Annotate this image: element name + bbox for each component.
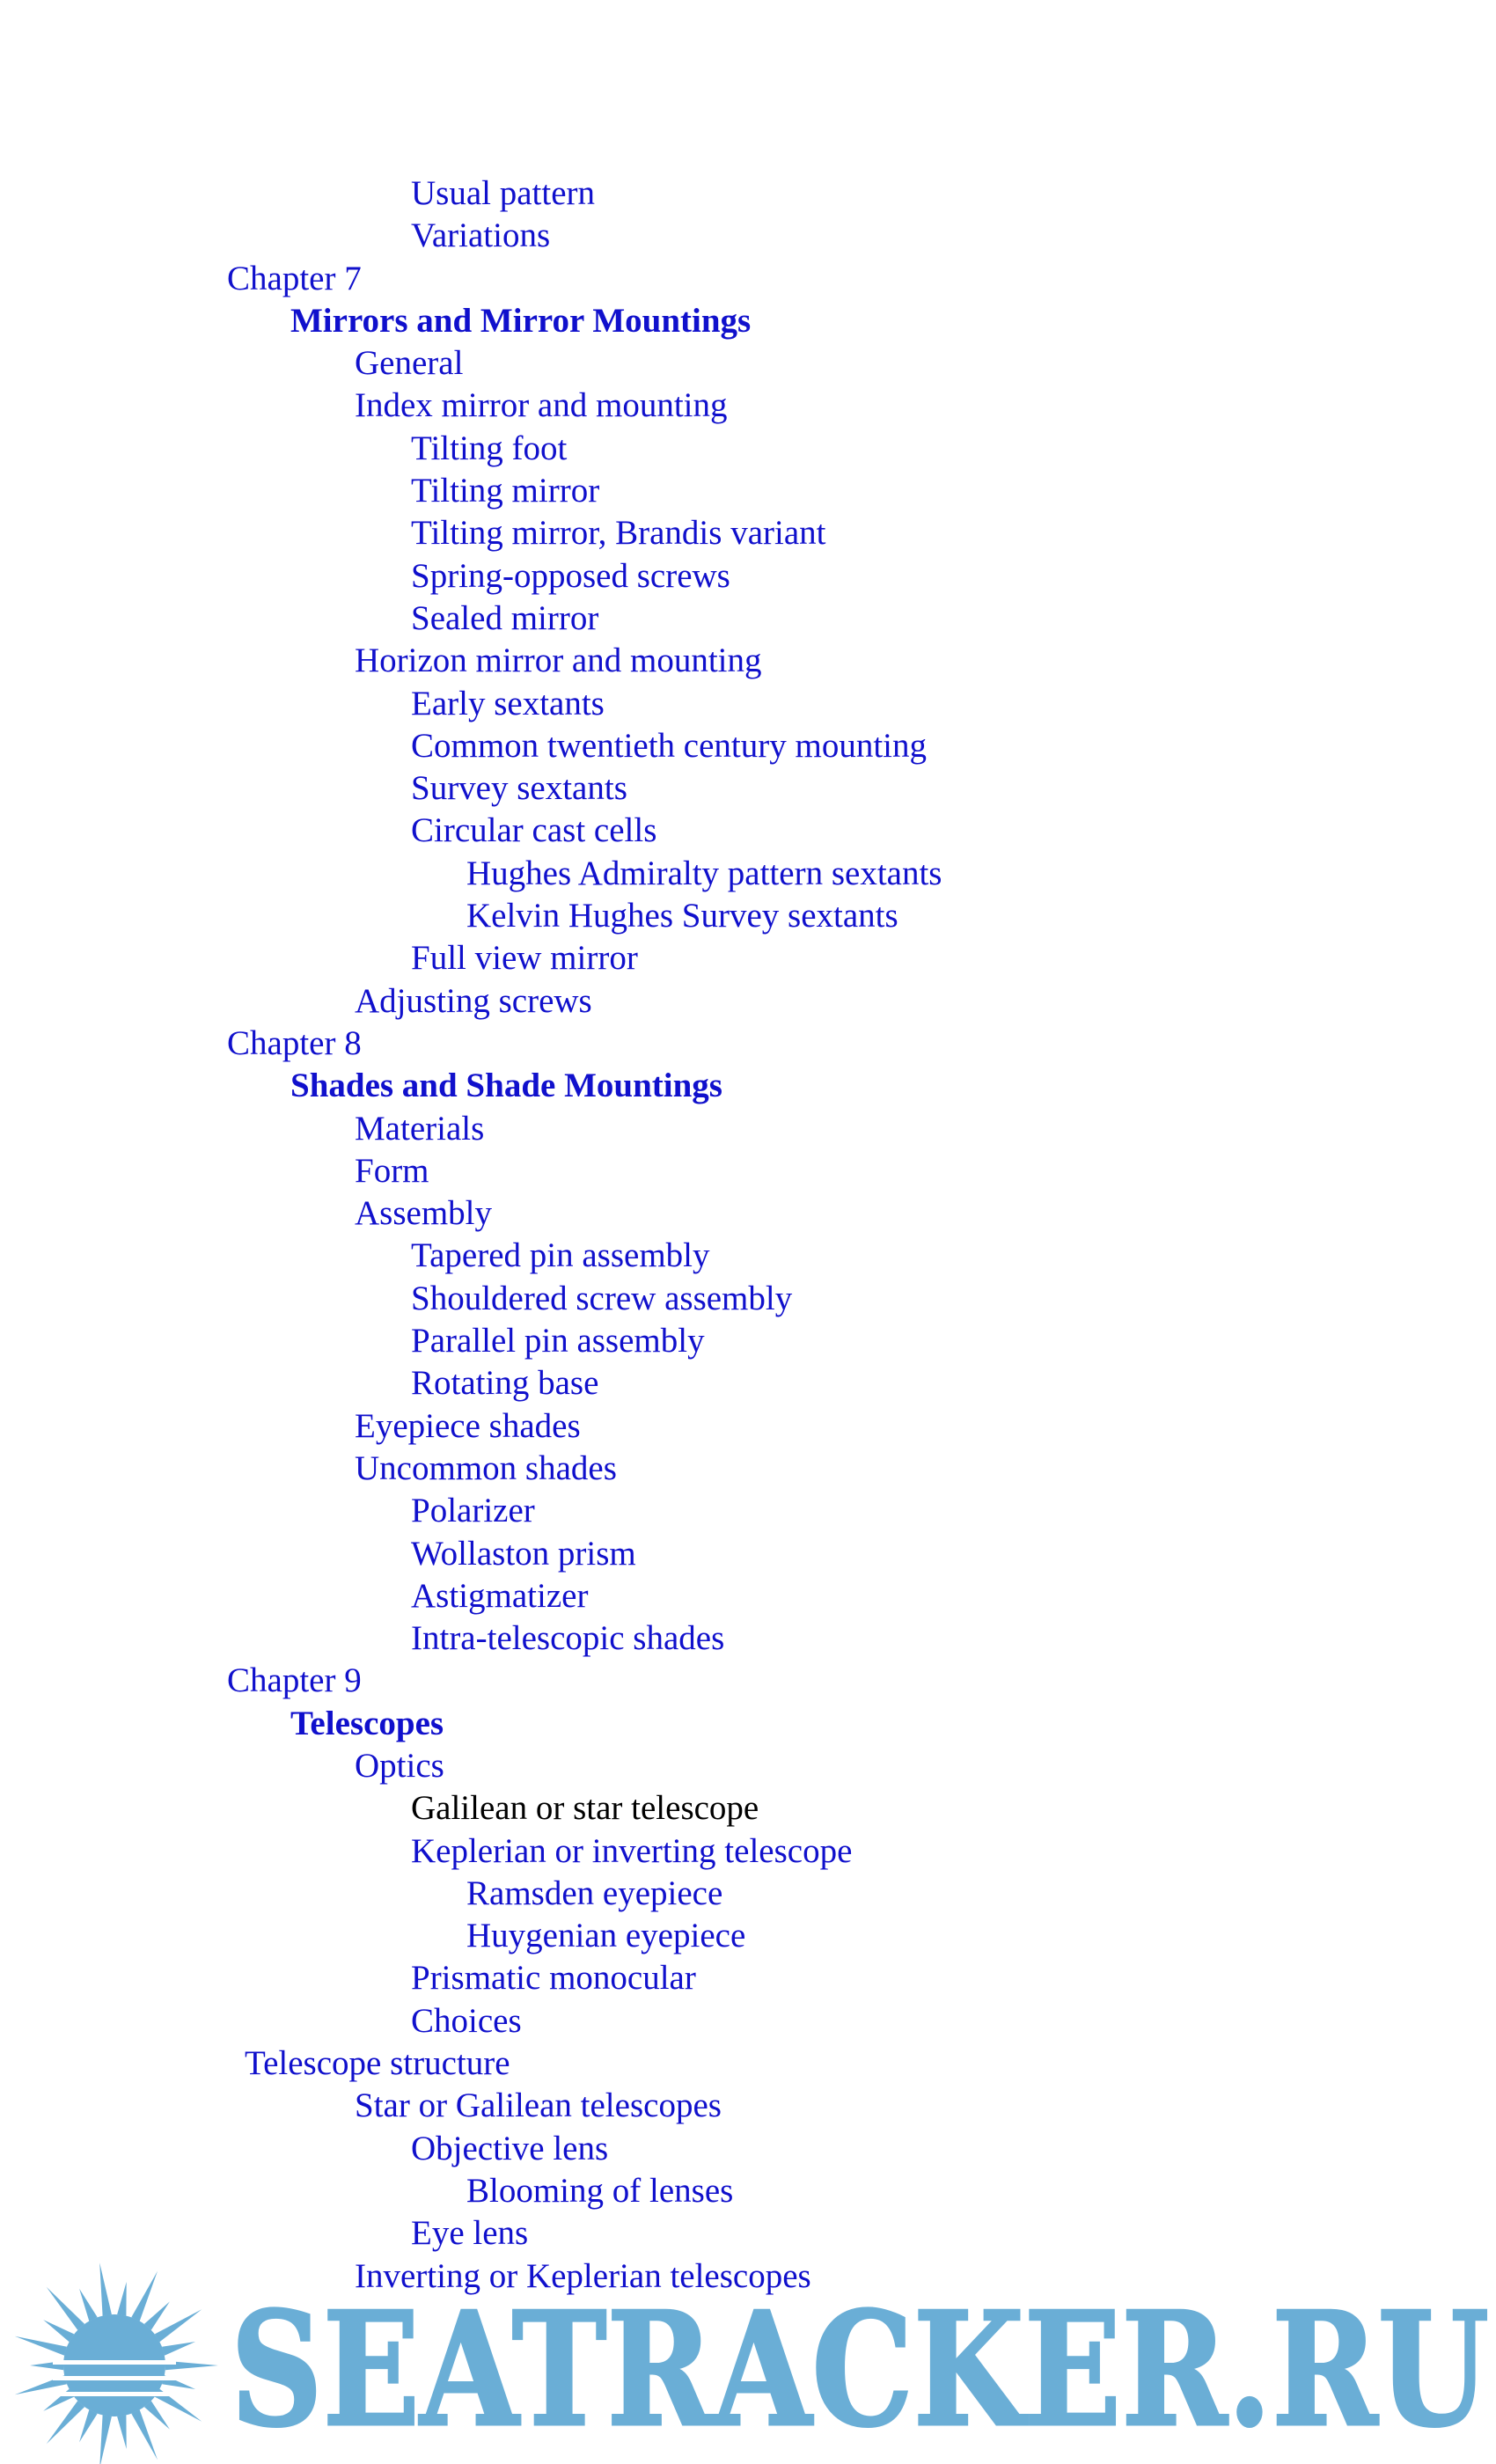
sun-ray (79, 2289, 98, 2321)
toc-entry-astigmatizer[interactable]: Astigmatizer (411, 1576, 589, 1615)
sun-ray (47, 2287, 84, 2330)
toc-entry-mirrors-and-mirror-mountings[interactable]: Mirrors and Mirror Mountings (290, 301, 752, 340)
watermark (0, 2253, 1496, 2464)
toc-entry-parallel-pin-assembly[interactable]: Parallel pin assembly (411, 1322, 705, 1360)
toc-entry-inverting-or-keplerian-telescopes[interactable]: Inverting or Keplerian telescopes (355, 2256, 811, 2295)
toc-entry-hughes-admiralty-pattern-sextants[interactable]: Hughes Admiralty pattern sextants (466, 854, 942, 892)
toc-entry-general[interactable]: General (355, 344, 464, 383)
sun-ray (15, 2336, 67, 2356)
toc-entry-assembly[interactable]: Assembly (355, 1194, 492, 1233)
toc-entry-huygenian-eyepiece[interactable]: Huygenian eyepiece (466, 1917, 746, 1955)
toc-entry-form[interactable]: Form (355, 1151, 429, 1190)
toc-entry-telescopes[interactable]: Telescopes (290, 1704, 444, 1742)
toc-entry-variations[interactable]: Variations (411, 216, 551, 255)
sun-ray (43, 2320, 74, 2342)
toc-entry-tilting-foot[interactable]: Tilting foot (411, 429, 568, 467)
toc-entry-common-twentieth-century-mounting[interactable]: Common twentieth century mounting (411, 726, 928, 765)
toc-entry-prismatic-monocular[interactable]: Prismatic monocular (411, 1959, 696, 1998)
sun-ray (131, 2271, 158, 2321)
sun-ray (79, 2409, 98, 2442)
sun-ray (117, 2415, 127, 2449)
toc-entry-objective-lens[interactable]: Objective lens (411, 2129, 609, 2167)
toc-entry-circular-cast-cells[interactable]: Circular cast cells (411, 811, 657, 850)
table-of-contents (0, 172, 1496, 2298)
toc-entry-star-or-galilean-telescopes[interactable]: Star or Galilean telescopes (355, 2086, 722, 2125)
toc-entry-adjusting-screws[interactable]: Adjusting screws (355, 981, 592, 1020)
toc-entry-optics[interactable]: Optics (355, 1746, 444, 1785)
watermark-text: SEATRACKER.RU (231, 2277, 1489, 2461)
toc-entry-early-sextants[interactable]: Early sextants (411, 684, 605, 722)
sun-ray (162, 2342, 195, 2356)
toc-entry-chapter-8[interactable]: Chapter 8 (227, 1023, 362, 1062)
toc-entry-materials[interactable]: Materials (355, 1109, 485, 1148)
toc-entry-shouldered-screw-assembly[interactable]: Shouldered screw assembly (411, 1279, 793, 1317)
toc-entry-tilting-mirror-brandis-variant[interactable]: Tilting mirror, Brandis variant (411, 514, 826, 553)
sun-ray (99, 2262, 112, 2315)
toc-entry-choices[interactable]: Choices (411, 2001, 522, 2040)
sun-ray (47, 2401, 84, 2444)
toc-entry-galilean-or-star-telescope: Galilean or star telescope (411, 1789, 759, 1828)
sun-ray (99, 2415, 112, 2464)
sun-ray (144, 2401, 170, 2429)
toc-entry-wollaston-prism[interactable]: Wollaston prism (411, 1534, 636, 1573)
toc-entry-index-mirror-and-mounting[interactable]: Index mirror and mounting (355, 386, 728, 425)
toc-entry-sealed-mirror[interactable]: Sealed mirror (411, 598, 599, 637)
toc-entry-polarizer[interactable]: Polarizer (411, 1492, 535, 1530)
toc-entry-shades-and-shade-mountings[interactable]: Shades and Shade Mountings (290, 1067, 722, 1105)
toc-entry-telescope-structure[interactable]: Telescope structure (245, 2044, 510, 2083)
toc-entry-eye-lens[interactable]: Eye lens (411, 2214, 529, 2253)
toc-entry-blooming-of-lenses[interactable]: Blooming of lenses (466, 2171, 734, 2210)
sun-ray (144, 2301, 170, 2329)
sun-icon (15, 2262, 218, 2464)
sun-ray (131, 2409, 158, 2460)
toc-entry-tilting-mirror[interactable]: Tilting mirror (411, 472, 600, 510)
sun-ray (155, 2309, 202, 2342)
toc-entry-intra-telescopic-shades[interactable]: Intra-telescopic shades (411, 1619, 725, 1658)
toc-entry-usual-pattern[interactable]: Usual pattern (411, 174, 596, 212)
toc-entry-horizon-mirror-and-mounting[interactable]: Horizon mirror and mounting (355, 642, 762, 680)
toc-entry-tapered-pin-assembly[interactable]: Tapered pin assembly (411, 1236, 710, 1275)
toc-entry-survey-sextants[interactable]: Survey sextants (411, 769, 627, 808)
toc-entry-spring-opposed-screws[interactable]: Spring-opposed screws (411, 556, 730, 595)
toc-entry-ramsden-eyepiece[interactable]: Ramsden eyepiece (466, 1874, 723, 1912)
toc-entry-kelvin-hughes-survey-sextants[interactable]: Kelvin Hughes Survey sextants (466, 897, 898, 935)
toc-entry-keplerian-or-inverting-telescope[interactable]: Keplerian or inverting telescope (411, 1831, 853, 1870)
toc-entry-chapter-9[interactable]: Chapter 9 (227, 1661, 362, 1700)
toc-entry-rotating-base[interactable]: Rotating base (411, 1364, 599, 1403)
toc-entry-uncommon-shades[interactable]: Uncommon shades (355, 1448, 617, 1487)
toc-entry-full-view-mirror[interactable]: Full view mirror (411, 939, 638, 978)
toc-entry-eyepiece-shades[interactable]: Eyepiece shades (355, 1406, 581, 1445)
toc-entry-chapter-7[interactable]: Chapter 7 (227, 259, 362, 297)
sun-ray (117, 2282, 127, 2316)
